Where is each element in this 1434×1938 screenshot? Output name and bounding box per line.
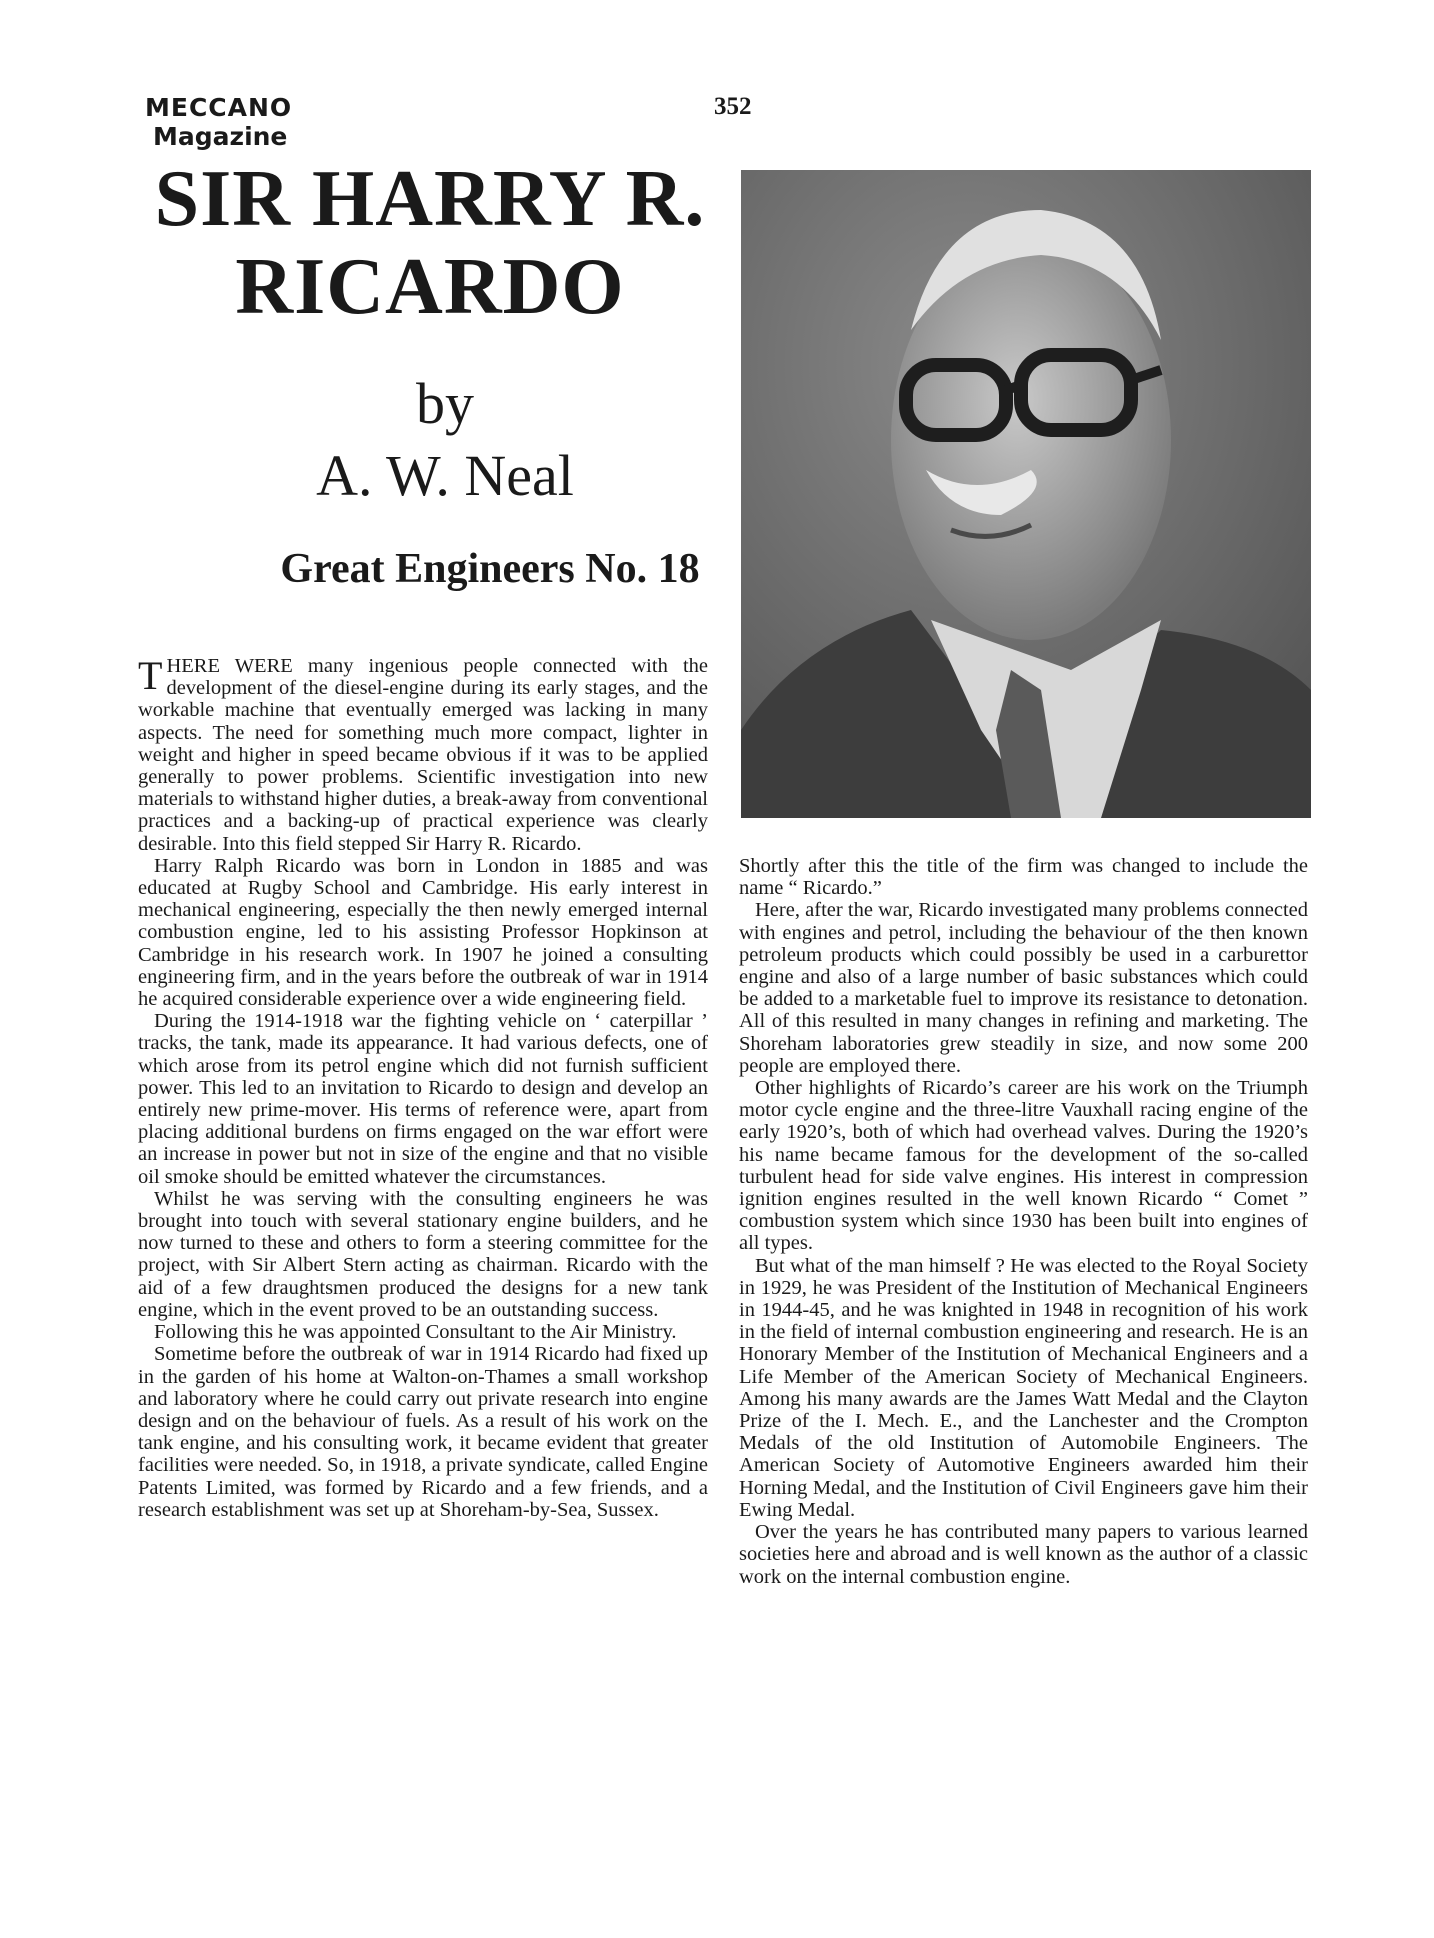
masthead-subtitle: Magazine	[153, 122, 288, 151]
title-line-2: RICARDO	[235, 243, 625, 331]
paragraph: Here, after the war, Ricardo investigated many problems connected with engines and petrol, including the behaviour of the then known petroleum products which could possibly be used in a carburettor engine and also of a large number of basic substances which could be added to a marketable fuel to improve its resistance to detonation. All of this resulted in many changes in refining and marketing. The Shoreham laboratories grew steadily in size, and now some 200 people are employed there.	[739, 899, 1308, 1077]
paragraph: Following this he was appointed Consultant to the Air Ministry.	[154, 1321, 677, 1344]
article-column-left	[138, 655, 708, 1521]
paragraph: Other highlights of Ricardo’s career are his work on the Triumph motor cycle engine and the three-litre Vauxhall racing engine of the early 1920’s, both of which had overhead valves. During the 1920’s his name became famous for the development of the so-called turbulent head for side valve engines. His interest in compression ignition engines resulted in the well known Ricardo “ Comet ” combustion system which since 1930 has been built into engines of all types.	[739, 1077, 1308, 1255]
page-number: 352	[714, 93, 752, 120]
paragraph: Harry Ralph Ricardo was born in London in 1885 and was educated at Rugby School and Cambridge. His early interest in mechanical engineering, especially the then newly emerged internal combustion engine, led to his assisting Professor Hopkinson at Cambridge in his research work. In 1907 he joined a consulting engineering firm, and in the years before the outbreak of war in 1914 he acquired considerable experience over a wide engineering field.	[138, 854, 708, 1011]
byline-by: by	[416, 371, 474, 436]
title-line-1: SIR HARRY R.	[154, 155, 706, 243]
paragraph: Over the years he has contributed many papers to various learned societies here and abroad and is well known as the author of a classic work on the internal combustion engine.	[739, 1521, 1308, 1588]
masthead	[145, 93, 292, 151]
paragraph: But what of the man himself ? He was elected to the Royal Society in 1929, he was President of the Institution of Mechanical Engineers in 1944-45, and he was knighted in 1948 in recognition of his work in the field of internal combustion engineering and research. He is an Honorary Member of the Institution of Mechanical Engineers and a Life Member of the American Society of Mechanical Engineers. Among his many awards are the James Watt Medal and the Clayton Prize of the I. Mech. E., and the Lanchester and the Crompton Medals of the old Institution of Automobile Engineers. The American Society of Automotive Engineers awarded him their Horning Medal, and the Institution of Civil Engineers gave him their Ewing Medal.	[739, 1254, 1308, 1521]
masthead-title: MECCANO	[145, 93, 293, 122]
article-title	[140, 155, 720, 331]
byline-author: A. W. Neal	[316, 443, 574, 508]
paragraph: During the 1914-1918 war the fighting vehicle on ‘ caterpillar ’ tracks, the tank, made its appearance. It had various defects, one of which arose from its petrol engine which did not furnish sufficient power. This led to an invitation to Ricardo to design and develop an entirely new prime-mover. His terms of reference were, apart from placing additional burdens on firms engaged on the war effort were an increase in power but not in size of the engine and that no visible oil smoke should be emitted whatever the circumstances.	[138, 1010, 708, 1188]
article-column-right	[739, 855, 1308, 1588]
series-heading: Great Engineers No. 18	[280, 546, 700, 592]
portrait-image	[741, 170, 1311, 818]
portrait-illustration	[741, 170, 1311, 818]
paragraph: Whilst he was serving with the consulting engineers he was brought into touch with several stationary engine builders, and he now turned to these and others to form a steering committee for the project, with Sir Albert Stern acting as chairman. Ricardo with the aid of a few draughtsmen produced the designs for a new tank engine, which in the event proved to be an outstanding success.	[138, 1187, 708, 1321]
paragraph	[138, 655, 708, 855]
paragraph: Shortly after this the title of the firm was changed to include the name “ Ricardo.”	[739, 855, 1308, 900]
paragraph-text: HERE WERE many ingenious people connected with the development of the diesel-engine during its early stages, and the workable machine that eventually emerged was lacking in many aspects. The need for something much more compact, lighter in weight and higher in speed became obvious if it was to be applied generally to power problems. Scientific investigation into new materials to withstand higher duties, a break-away from conventional practices and a backing-up of practical experience was clearly desirable. Into this field stepped Sir Harry R. Ricardo.	[138, 655, 708, 855]
paragraph: Sometime before the outbreak of war in 1914 Ricardo had fixed up in the garden of his home at Walton-on-Thames a small workshop and laboratory where he could carry out private research into engine design and on the behaviour of fuels. As a result of his work on the tank engine, and his consulting work, it became evident that greater facilities were needed. So, in 1918, a private syndicate, called Engine Patents Limited, was formed by Ricardo and a few friends, and a research establishment was set up at Shoreham-by-Sea, Sussex.	[138, 1343, 708, 1521]
drop-cap: T	[138, 653, 163, 698]
